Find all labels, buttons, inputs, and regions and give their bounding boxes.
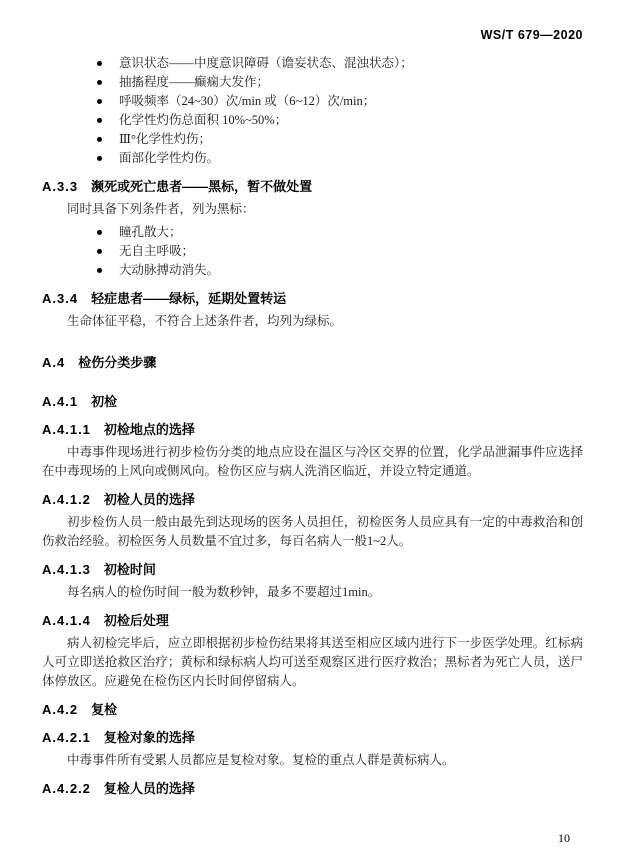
- standard-code: WS/T 679—2020: [480, 28, 583, 42]
- list-item: [97, 261, 583, 280]
- bullet-icon: [97, 61, 102, 66]
- section-title: 轻症患者——绿标，延期处置转运: [91, 291, 287, 306]
- list-item-text: 面部化学性灼伤。: [119, 151, 220, 165]
- bullet-icon: [97, 230, 102, 235]
- section-heading: [42, 353, 583, 372]
- list-item: [97, 130, 583, 149]
- section-heading: [42, 611, 583, 630]
- list-item-text: 瞳孔散大；: [119, 225, 182, 239]
- page-number: 10: [558, 831, 570, 845]
- section-number: A.4.1.2: [42, 492, 91, 507]
- section-title: 初检时间: [103, 562, 156, 577]
- bullet-list: [42, 223, 583, 280]
- section-title: 复检: [91, 702, 118, 717]
- section-heading: [42, 560, 583, 579]
- section-heading: [42, 490, 583, 509]
- section-title: 复检对象的选择: [103, 730, 195, 745]
- bullet-icon: [97, 249, 102, 254]
- list-item: [97, 54, 583, 73]
- section-number: A.4.1: [42, 394, 79, 409]
- bullet-icon: [97, 137, 102, 142]
- section-heading: [42, 420, 583, 439]
- section-number: A.3.3: [42, 179, 79, 194]
- section-number: A.4.2: [42, 702, 79, 717]
- list-item: [97, 242, 583, 261]
- list-item: [97, 73, 583, 92]
- list-item: [97, 223, 583, 242]
- bullet-icon: [97, 268, 102, 273]
- section-heading: [42, 289, 583, 308]
- bullet-icon: [97, 99, 102, 104]
- paragraph: 生命体征平稳，不符合上述条件者，均列为绿标。: [67, 314, 343, 328]
- list-item-text: 大动脉搏动消失。: [119, 263, 220, 277]
- section-title: 复检人员的选择: [103, 781, 195, 796]
- section-title: 濒死或死亡患者——黑标，暂不做处置: [91, 179, 313, 194]
- list-item-text: 呼吸频率（24~30）次/min 或（6~12）次/min；: [119, 94, 376, 108]
- list-item-text: 意识状态——中度意识障碍（谵妄状态、混浊状态）；: [119, 56, 413, 70]
- section-heading: [42, 392, 583, 411]
- section-title: 初检: [91, 394, 118, 409]
- paragraph: 病人初检完毕后，应立即根据初步检伤结果将其送至相应区域内进行下一步医学处理。红标病人可立即送抢救区治疗；黄标和绿标病人均可送至观察区进行医疗救治；黑标者为死亡人员，送尸体停放区。应避免在检伤区内长时间停留病人。: [42, 636, 583, 688]
- list-item-text: 无自主呼吸；: [119, 244, 195, 258]
- paragraph: 中毒事件所有受累人员都应是复检对象。复检的重点人群是黄标病人。: [67, 753, 455, 767]
- section-title: 初检地点的选择: [103, 422, 195, 437]
- paragraph: 中毒事件现场进行初步检伤分类的地点应设在温区与冷区交界的位置，化学品泄漏事件应选择在中毒现场的上风向或侧风向。检伤区应与病人洗消区临近，并设立特定通道。: [42, 445, 583, 478]
- section-title: 初检后处理: [103, 613, 169, 628]
- section-heading: [42, 779, 583, 798]
- section-number: A.4: [42, 355, 66, 370]
- list-item: [97, 92, 583, 111]
- bullet-icon: [97, 118, 102, 123]
- section-number: A.4.1.4: [42, 613, 91, 628]
- list-item-text: 抽搐程度——癫痫大发作；: [119, 75, 270, 89]
- list-item-text: Ⅲ°化学性灼伤；: [119, 132, 212, 146]
- list-item-text: 化学性灼伤总面积 10%~50%；: [119, 113, 288, 127]
- section-number: A.4.2.1: [42, 730, 91, 745]
- section-number: A.3.4: [42, 291, 79, 306]
- bullet-icon: [97, 156, 102, 161]
- section-number: A.4.1.1: [42, 422, 91, 437]
- section-heading: [42, 728, 583, 747]
- section-heading: [42, 700, 583, 719]
- section-number: A.4.2.2: [42, 781, 91, 796]
- paragraph: 每名病人的检伤时间一般为数秒钟，最多不要超过1min。: [67, 585, 381, 599]
- section-title: 检伤分类步骤: [78, 355, 157, 370]
- section-number: A.4.1.3: [42, 562, 91, 577]
- bullet-list: [42, 54, 583, 168]
- section-title: 初检人员的选择: [103, 492, 195, 507]
- section-heading: [42, 177, 583, 196]
- document-content: [42, 54, 583, 802]
- list-item: [97, 111, 583, 130]
- paragraph: 同时具备下列条件者，列为黑标：: [67, 202, 255, 216]
- list-item: [97, 149, 583, 168]
- paragraph: 初步检伤人员一般由最先到达现场的医务人员担任，初检医务人员应具有一定的中毒救治和创伤救治经验。初检医务人员数量不宜过多，每百名病人一般1~2人。: [42, 515, 583, 548]
- bullet-icon: [97, 80, 102, 85]
